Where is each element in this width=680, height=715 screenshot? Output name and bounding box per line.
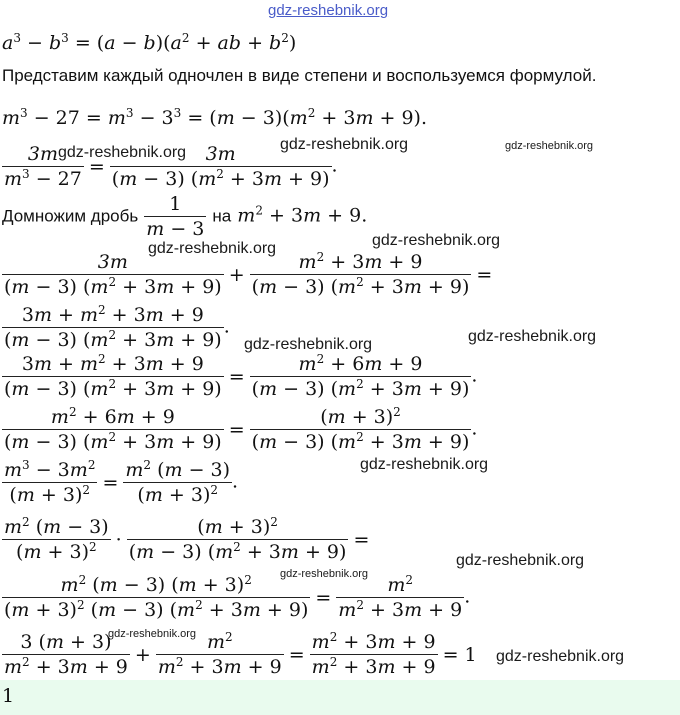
watermark: gdz-reshebnik.org <box>58 144 187 161</box>
watermark: gdz-reshebnik.org <box>360 456 489 473</box>
na-text: на <box>212 206 232 226</box>
watermark: gdz-reshebnik.org <box>280 136 409 153</box>
watermark: gdz-reshebnik.org <box>496 648 625 665</box>
domnozhim-text: Домножим дробь <box>2 206 139 226</box>
watermark: gdz-reshebnik.org <box>108 628 197 640</box>
watermark: gdz-reshebnik.org <box>456 552 585 569</box>
watermark: gdz-reshebnik.org <box>244 336 373 353</box>
watermark-header-link[interactable]: gdz-reshebnik.org <box>268 2 389 19</box>
intro-text: Представим каждый одночлен в виде степени и воспользуемся формулой. <box>2 66 597 85</box>
fraction-step-1: $\frac{3m}{m^3 - 27}$ = $\frac{3m}{(m - 3) (m^2 + 3m + 9)}$ . <box>4 143 338 190</box>
formula-difference-of-cubes: $a^3 - b^3 = (a - b)(a^2$ + ab + $b^2$) <box>2 31 297 54</box>
fraction-product-result: $\frac{m^2 (m - 3) (m + 3)^2}{(m + 3)^2 (m - 3) (m^2 + 3m + 9)}$ = $\frac{m^2}{m^2 + 3m + 9}$ . <box>4 573 471 621</box>
fraction-product-step: $\frac{m^2 (m - 3)}{(m + 3)^2}$ · $\frac{(m + 3)^2}{(m - 3) (m^2 + 3m + 9)}$ = <box>4 515 370 563</box>
expression-m3-minus-27: $m^3 - 27 = m^3 - 3^3 = (m - 3)(m^2 + 3m + 9)$. <box>2 106 427 129</box>
watermark: gdz-reshebnik.org <box>280 568 369 580</box>
watermark: gdz-reshebnik.org <box>505 140 594 152</box>
fraction-simplify-numerator: $\frac{3m + m^2 + 3m + 9}{(m - 3) (m^2 + 3m + 9)}$ = $\frac{m^2 + 6m + 9}{(m - 3) (m^2 + 3m + 9)}$ . <box>4 352 478 400</box>
fraction-combined-numerator: $\frac{3m + m^2 + 3m + 9}{(m - 3) (m^2 + 3m + 9)}$ . <box>4 303 230 351</box>
fraction-sum-step: $\frac{3m}{(m - 3) (m^2 + 3m + 9)}$ + $\frac{m^2 + 3m + 9}{(m - 3) (m^2 + 3m + 9)}$ = <box>4 250 493 298</box>
answer-box <box>0 680 680 715</box>
answer-value: 1 <box>2 685 15 707</box>
watermark: gdz-reshebnik.org <box>468 328 597 345</box>
watermark: gdz-reshebnik.org <box>148 240 277 257</box>
fraction-square-numerator: $\frac{m^2 + 6m + 9}{(m - 3) (m^2 + 3m + 9)}$ = $\frac{(m + 3)^2}{(m - 3) (m^2 + 3m + 9)}$ . <box>4 405 478 453</box>
fraction-second-term: $\frac{m^3 - 3m^2}{(m + 3)^2}$ = $\frac{m^2 (m - 3)}{(m + 3)^2}$ . <box>4 458 239 506</box>
watermark: gdz-reshebnik.org <box>372 232 501 249</box>
multiply-fraction-line: Домножим дробь $\frac{1}{m - 3}$ на $m^2 + 3m + 9$. <box>2 193 368 240</box>
fraction-final-sum: $\frac{3 (m + 3)}{m^2 + 3m + 9}$ + $\frac{m^2}{m^2 + 3m + 9}$ = $\frac{m^2 + 3m + 9}{m^2 + 3m + 9}$ = 1 <box>4 630 477 678</box>
